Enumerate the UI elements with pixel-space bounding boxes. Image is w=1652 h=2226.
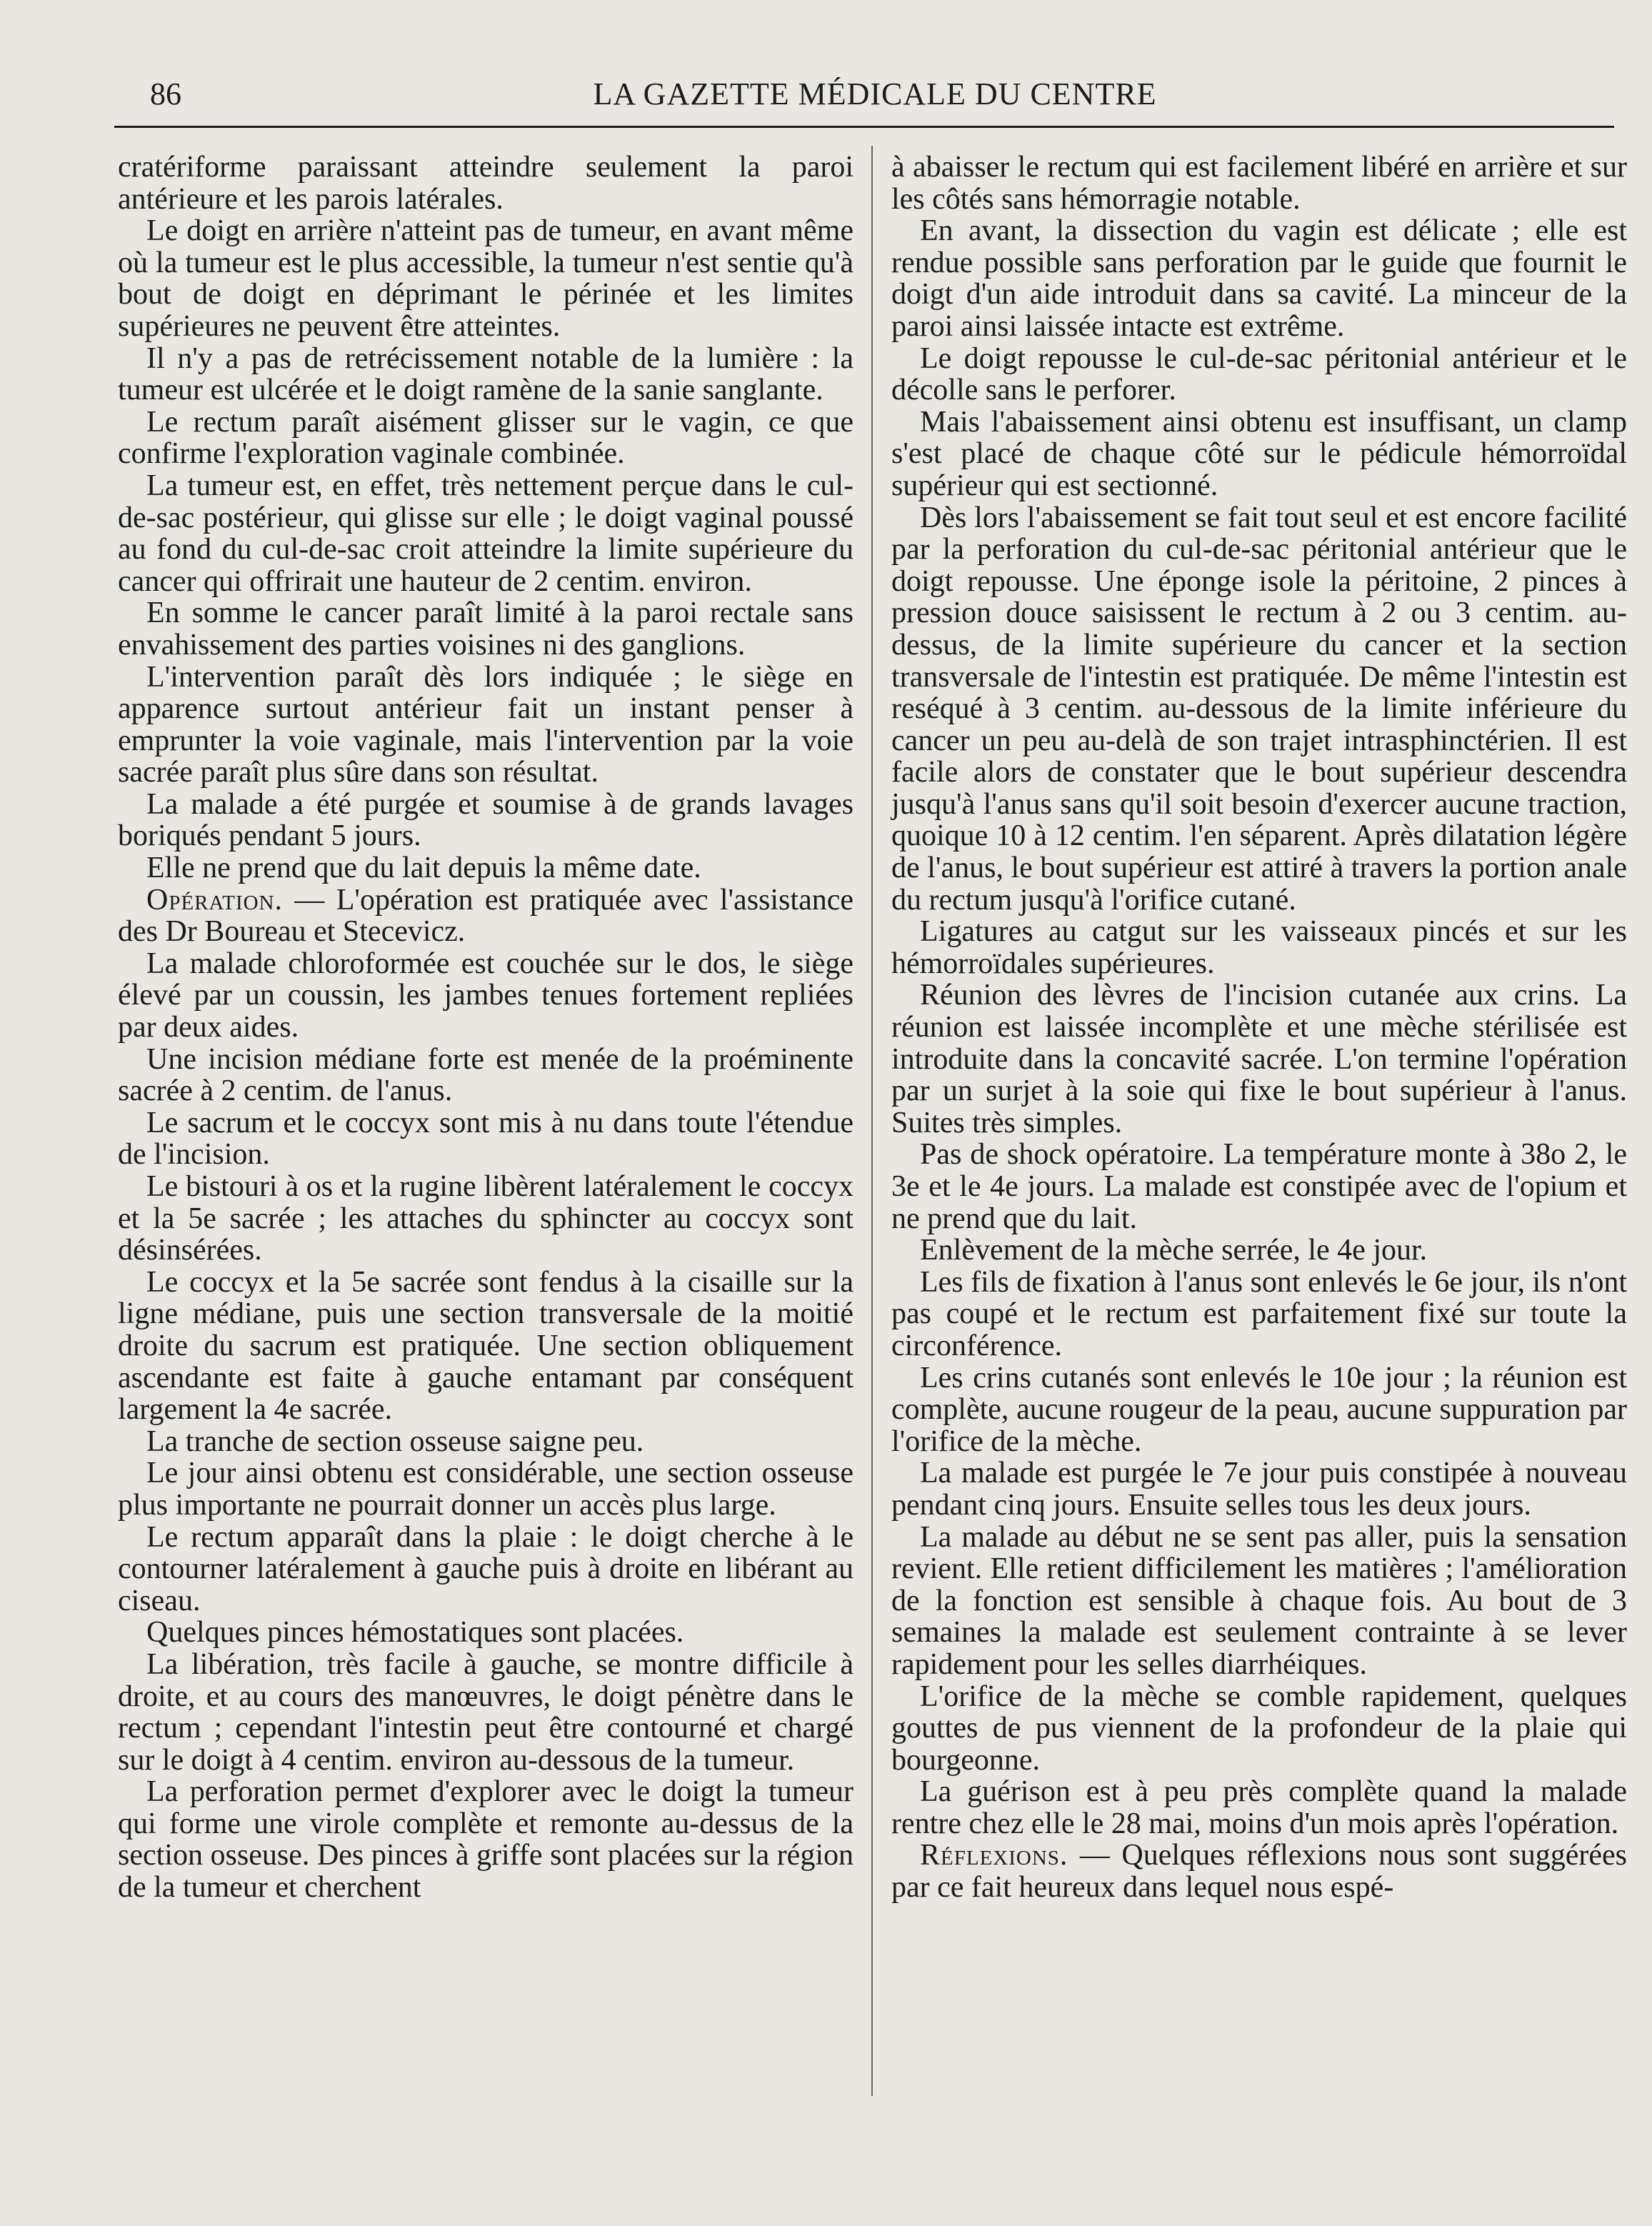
header-rule — [114, 126, 1614, 128]
paragraph-text: — L'opération est pratiquée avec l'assistance des Dr Boureau et Stecevicz. — [118, 883, 853, 949]
paragraph: Le bistouri à os et la rugine libèrent latéralement le coccyx et la 5e sacrée ; les attaches du sphincter au coccyx sont désinsérées. — [118, 1170, 853, 1267]
paragraph: Le doigt en arrière n'atteint pas de tumeur, en avant même où la tumeur est le plus accessible, la tumeur n'est sentie qu'à bout de doigt en déprimant le périnée et les limites supérieures ne peuvent être atteintes. — [118, 214, 853, 343]
paragraph: cratériforme paraissant atteindre seulement la paroi antérieure et les parois latérales. — [118, 151, 853, 216]
paragraph: La tumeur est, en effet, très nettement perçue dans le cul-de-sac postérieur, qui glisse sur elle ; le doigt vaginal poussé au fond du cul-de-sac croit atteindre la limite supérieure du cancer qui offrirait une hauteur de 2 centim. environ. — [118, 469, 853, 598]
paragraph: Le coccyx et la 5e sacrée sont fendus à la cisaille sur la ligne médiane, puis une section transversale de la moitié droite du sacrum est pratiquée. Une section obliquement ascendante est faite à gauche entamant par conséquent largement la 4e sacrée. — [118, 1265, 853, 1427]
paragraph: Pas de shock opératoire. La température monte à 38o 2, le 3e et le 4e jours. La malade est constipée avec de l'opium et ne prend que du lait. — [891, 1138, 1627, 1235]
paragraph — [118, 884, 853, 948]
paragraph: Le jour ainsi obtenu est considérable, une section osseuse plus importante ne pourrait donner un accès plus large. — [118, 1457, 853, 1522]
paragraph: La malade a été purgée et soumise à de grands lavages boriqués pendant 5 jours. — [118, 787, 853, 853]
paragraph: Le rectum apparaît dans la plaie : le doigt cherche à le contourner latéralement à gauche puis à droite en libérant au ciseau. — [118, 1520, 853, 1617]
paragraph: Quelques pinces hémostatiques sont placées. — [146, 1616, 684, 1649]
paragraph: La malade est purgée le 7e jour puis constipée à nouveau pendant cinq jours. Ensuite selles tous les deux jours. — [891, 1457, 1627, 1522]
paragraph: Il n'y a pas de retrécissement notable de la lumière : la tumeur est ulcérée et le doigt ramène de la sanie sanglante. — [118, 341, 853, 407]
left-column — [118, 151, 853, 1904]
paragraph: Ligatures au catgut sur les vaisseaux pincés et sur les hémorroïdales supérieures. — [891, 915, 1627, 980]
paragraph: En avant, la dissection du vagin est délicate ; elle est rendue possible sans perforation par le guide que fournit le doigt d'un aide introduit dans sa cavité. La minceur de la paroi ainsi laissée intacte est extrême. — [891, 214, 1627, 343]
paragraph: L'orifice de la mèche se comble rapidement, quelques gouttes de pus viennent de la profondeur de la plaie qui bourgeonne. — [891, 1680, 1627, 1777]
section-heading-operation: Opération. — [146, 883, 284, 917]
paragraph: Dès lors l'abaissement se fait tout seul et est encore facilité par la perforation du cul-de-sac péritonial antérieur que le doigt repousse. Une éponge isole la péritoine, 2 pinces à pression douce saisissent le rectum à 2 ou 3 centim. au-dessus, de la limite supérieure du cancer et la section transversale de l'intestin est pratiquée. De même l'intestin est reséqué à 3 centim. au-dessous de la limite inférieure du cancer un peu au-delà de son trajet intrasphinctérien. Il est facile alors de constater que le bout supérieur descendra jusqu'à l'anus sans qu'il soit besoin d'exercer aucune traction, quoique 10 à 12 centim. l'en séparent. Après dilatation légère de l'anus, le bout supérieur est attiré à travers la portion anale du rectum jusqu'à l'orifice cutané. — [891, 501, 1627, 917]
paragraph: Le rectum paraît aisément glisser sur le vagin, ce que confirme l'exploration vaginale combinée. — [118, 405, 853, 471]
paragraph: La malade chloroformée est couchée sur le dos, le siège élevé par un coussin, les jambes tenues fortement repliées par deux aides. — [118, 947, 853, 1044]
paragraph: Réunion des lèvres de l'incision cutanée aux crins. La réunion est laissée incomplète et une mèche stérilisée est introduite dans la concavité sacrée. L'on termine l'opération par un surjet à la soie qui fixe le bout supérieur à l'anus. Suites très simples. — [891, 979, 1627, 1139]
paragraph: La perforation permet d'explorer avec le doigt la tumeur qui forme une virole complète et remonte au-dessus de la section osseuse. Des pinces à griffe sont placées sur la région de la tumeur et cherchent — [118, 1775, 853, 1905]
paragraph: L'intervention paraît dès lors indiquée ; le siège en apparence surtout antérieur fait un instant penser à emprunter la voie vaginale, mais l'intervention par la voie sacrée paraît plus sûre dans son résultat. — [118, 660, 853, 789]
paragraph — [891, 1840, 1627, 1903]
paragraph: La libération, très facile à gauche, se montre difficile à droite, et au cours des manœuvres, le doigt pénètre dans le rectum ; cependant l'intestin peut être contourné et chargé sur le doigt à 4 centim. environ au-dessous de la tumeur. — [118, 1647, 853, 1777]
paragraph: à abaisser le rectum qui est facilement libéré en arrière et sur les côtés sans hémorragie notable. — [891, 151, 1627, 216]
paragraph: Les crins cutanés sont enlevés le 10e jour ; la réunion est complète, aucune rougeur de la peau, aucune suppuration par l'orifice de la mèche. — [891, 1361, 1627, 1458]
right-column — [891, 151, 1627, 1904]
paragraph: Le doigt repousse le cul-de-sac péritonial antérieur et le décolle sans le perforer. — [891, 341, 1627, 407]
page-header — [0, 70, 1652, 120]
paragraph: Elle ne prend que du lait depuis la même date. — [146, 852, 701, 885]
section-heading-reflexions: Réflexions. — [920, 1839, 1068, 1872]
paragraph: La tranche de section osseuse saigne peu. — [146, 1424, 644, 1458]
journal-title: LA GAZETTE MÉDICALE DU CENTRE — [593, 76, 1157, 111]
paragraph: Enlèvement de la mèche serrée, le 4e jour. — [920, 1234, 1428, 1267]
paragraph: En somme le cancer paraît limité à la paroi rectale sans envahissement des parties voisines ni des ganglions. — [118, 597, 853, 662]
paragraph-text: — Quelques réflexions nous sont suggérées par ce fait heureux dans lequel nous espé- — [891, 1839, 1627, 1905]
column-divider — [871, 146, 873, 2096]
paragraph: Mais l'abaissement ainsi obtenu est insuffisant, un clamp s'est placé de chaque côté sur le pédicule hémorroïdal supérieur qui est sectionné. — [891, 405, 1627, 502]
paragraph: Les fils de fixation à l'anus sont enlevés le 6e jour, ils n'ont pas coupé et le rectum est parfaitement fixé sur toute la circonférence. — [891, 1265, 1627, 1362]
paragraph: Une incision médiane forte est menée de la proéminente sacrée à 2 centim. de l'anus. — [118, 1042, 853, 1108]
paragraph: La guérison est à peu près complète quand la malade rentre chez elle le 28 mai, moins d'un mois après l'opération. — [891, 1775, 1627, 1840]
paragraph: La malade au début ne se sent pas aller, puis la sensation revient. Elle retient difficilement les matières ; l'amélioration de la fonction est sensible à chaque fois. Au bout de 3 semaines la malade est seulement contrainte à se lever rapidement pour les selles diarrhéiques. — [891, 1520, 1627, 1681]
paragraph: Le sacrum et le coccyx sont mis à nu dans toute l'étendue de l'incision. — [118, 1106, 853, 1172]
page-number: 86 — [150, 76, 181, 111]
